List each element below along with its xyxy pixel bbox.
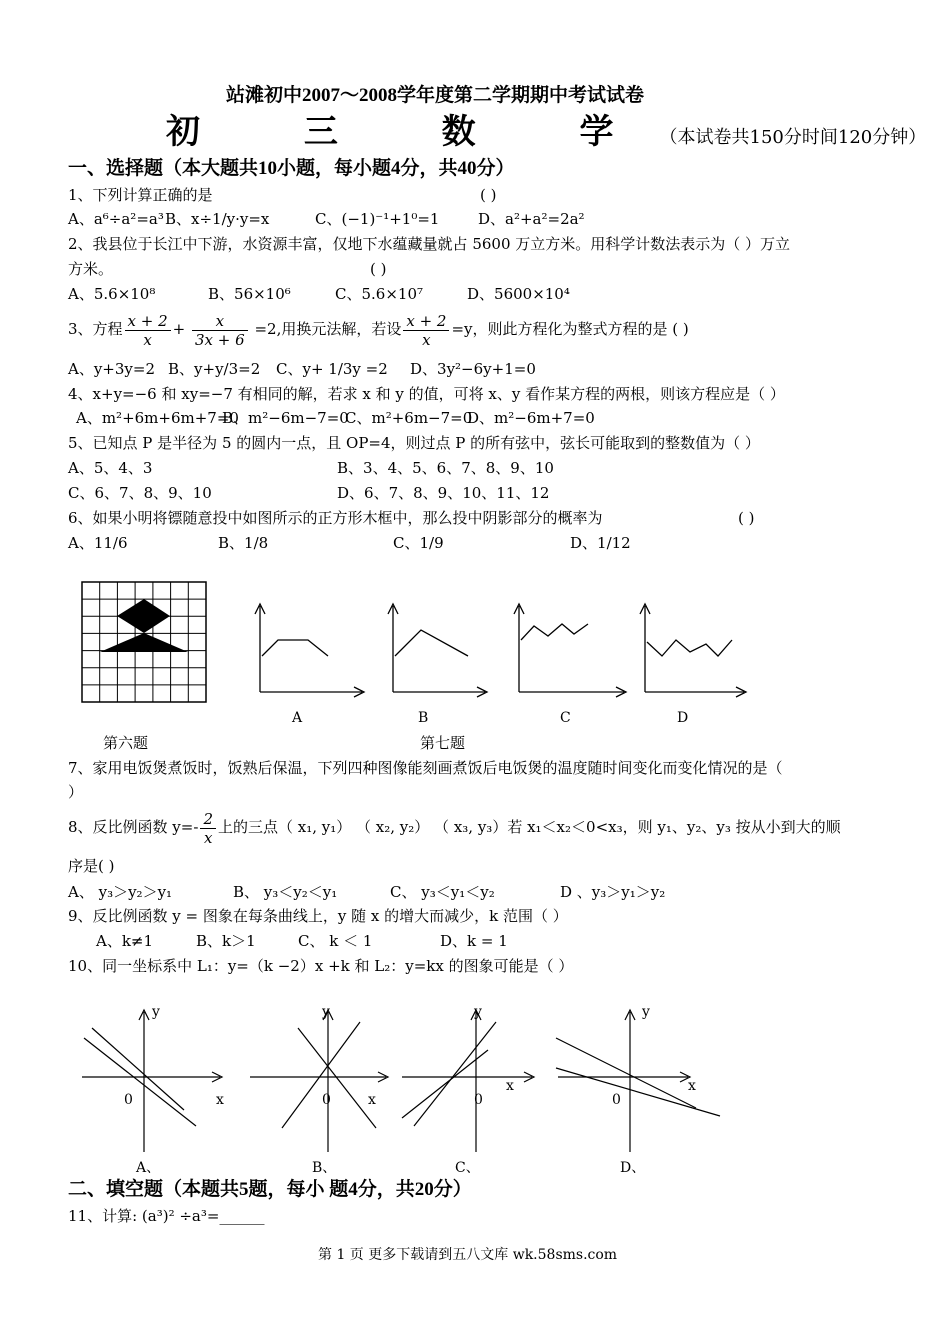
q10-graph-c — [402, 1010, 534, 1152]
q7-caption: 第七题 — [420, 734, 466, 752]
exam-title: 站滩初中2007～2008学年度第二学期期中考试试卷 — [226, 85, 645, 106]
q10-b-y-label: y — [322, 1004, 330, 1020]
q3-fraction-2 — [192, 312, 248, 349]
q1-option-d: D、a²+a²=2a² — [478, 210, 585, 228]
q6-option-c: C、1/9 — [393, 534, 444, 552]
q5-option-d: D、6、7、8、9、10、11、12 — [337, 484, 550, 502]
q2-stem: 2、我县位于长江中下游，水资源丰富，仅地下水蕴藏量就占 5600 万立方米。用科学计数法表示为（ ）万立 — [68, 235, 791, 253]
q8-f-num: 2 — [200, 810, 216, 829]
q3-option-b: B、y+y/3=2 — [168, 360, 261, 378]
q5-option-b: B、3、4、5、6、7、8、9、10 — [337, 459, 554, 477]
q11-stem: 11、计算: (a³)² ÷a³=______ — [68, 1207, 265, 1225]
q2-paren: ( ) — [370, 260, 387, 278]
q10-c-y-label: y — [474, 1004, 482, 1020]
exam-info: （本试卷共150分时间120分钟） — [659, 127, 927, 148]
q1-option-c: C、(−1)⁻¹+1⁰=1 — [315, 210, 440, 228]
q10-d-origin: 0 — [612, 1092, 621, 1108]
q3-fraction-3 — [403, 312, 449, 349]
page-footer: 第 1 页 更多下载请到五八文库 wk.58sms.com — [318, 1247, 618, 1263]
q10-graph-b — [250, 1010, 388, 1152]
q7-graph-b — [388, 604, 487, 697]
section2-heading: 二、填空题（本题共5题，每小 题4分，共20分） — [68, 1179, 472, 1200]
q3-option-c: C、y+ 1/3y =2 — [276, 360, 388, 378]
q3-option-d: D、3y²−6y+1=0 — [410, 360, 536, 378]
q10-graph-a — [82, 1010, 222, 1152]
q10-caption-b: B、 — [312, 1160, 337, 1176]
q8-option-b: B、 y₃＜y₂＜y₁ — [233, 883, 338, 901]
q9-option-d: D、k = 1 — [440, 932, 508, 950]
q10-d-y-label: y — [642, 1004, 650, 1020]
q6-shaded-diamond — [117, 599, 170, 633]
q10-caption-a: A、 — [136, 1160, 161, 1176]
q7-label-a: A — [292, 710, 303, 726]
subject-title: 初 三 数 学 — [166, 112, 660, 152]
q3-f1-num: x + 2 — [125, 312, 171, 331]
q4-option-b: B、m²−6m−7=0 — [222, 409, 349, 427]
q4-stem: 4、x+y=−6 和 xy=−7 有相同的解，若求 x 和 y 的值，可将 x、y 看作某方程的两根，则该方程应是（ ） — [68, 385, 785, 403]
q3-f2-den: 3x + 6 — [195, 330, 245, 349]
q5-option-a: A、5、4、3 — [68, 459, 153, 477]
q6-caption: 第六题 — [103, 734, 149, 752]
q3-post: =y，则此方程化为整式方程的是 ( ) — [451, 320, 689, 338]
q6-paren: ( ) — [738, 509, 755, 527]
q7-graph-a — [255, 604, 364, 697]
q7-graphs-figure — [248, 600, 768, 700]
q8-option-a: A、 y₃＞y₂＞y₁ — [68, 883, 173, 901]
q10-caption-c: C、 — [455, 1160, 480, 1176]
q3-f3-num: x + 2 — [403, 312, 449, 331]
q6-option-d: D、1/12 — [570, 534, 631, 552]
q8-option-c: C、 y₃＜y₁＜y₂ — [390, 883, 495, 901]
q8-f-den: x — [203, 828, 213, 847]
q2-option-a: A、5.6×10⁸ — [68, 285, 156, 303]
q7-graph-c — [514, 604, 626, 697]
q10-stem: 10、同一坐标系中 L₁：y=（k −2）x +k 和 L₂：y=kx 的图象可能是（ ） — [68, 957, 574, 975]
q3-option-a: A、y+3y=2 — [68, 360, 156, 378]
q8-fraction — [200, 810, 216, 847]
q10-d-x-label: x — [688, 1078, 696, 1094]
q9-option-c: C、 k ＜ 1 — [298, 932, 373, 950]
q3-f3-den: x — [422, 330, 431, 349]
q6-stem: 6、如果小明将镖随意投中如图所示的正方形木框中，那么投中阴影部分的概率为 — [68, 509, 603, 527]
q10-b-x-label: x — [368, 1092, 376, 1108]
q8-pre: 8、反比例函数 y=- — [68, 818, 199, 836]
section1-heading: 一、选择题（本大题共10小题，每小题4分，共40分） — [68, 158, 515, 179]
q7-stem-cont: ） — [68, 783, 84, 801]
q4-option-c: C、m²+6m−7=0 — [345, 409, 473, 427]
q6-shaded-triangle — [100, 633, 188, 652]
q6-option-b: B、1/8 — [218, 534, 269, 552]
q3-f1-den: x — [143, 330, 152, 349]
q9-option-a: A、k≠1 — [96, 932, 154, 950]
q6-option-a: A、11/6 — [68, 534, 128, 552]
q10-a-origin: 0 — [124, 1092, 133, 1108]
q7-label-d: D — [677, 710, 689, 726]
q10-a-x-label: x — [216, 1092, 224, 1108]
q7-label-c: C — [560, 710, 571, 726]
q4-option-d: D、m²−6m+7=0 — [467, 409, 595, 427]
q10-b-origin: 0 — [322, 1092, 331, 1108]
q7-graph-d — [640, 604, 746, 697]
q10-caption-d: D、 — [620, 1160, 646, 1176]
q5-stem: 5、已知点 P 是半径为 5 的圆内一点，且 OP=4，则过点 P 的所有弦中，弦长可能取到的整数值为（ ） — [68, 434, 760, 452]
q1-paren: ( ) — [480, 186, 497, 204]
q5-option-c: C、6、7、8、9、10 — [68, 484, 212, 502]
q8-stem-cont: 序是( ) — [68, 857, 115, 875]
q3-mid: =2,用换元法解，若设 — [254, 320, 402, 338]
q1-stem: 1、下列计算正确的是 — [68, 186, 213, 204]
q3-f2-num: x — [192, 312, 248, 331]
q10-graphs-figure — [76, 1000, 726, 1160]
q10-c-x-label: x — [506, 1078, 514, 1094]
q7-label-b: B — [418, 710, 429, 726]
q7-stem: 7、家用电饭煲煮饭时，饭熟后保温，下列四种图像能刻画煮饭后电饭煲的温度随时间变化而变化情况的是（ — [68, 759, 783, 777]
q10-a-y-label: y — [152, 1004, 160, 1020]
q9-option-b: B、k＞1 — [196, 932, 256, 950]
q3-fraction-1 — [125, 312, 171, 349]
subject-line — [166, 110, 926, 160]
q2-option-d: D、5600×10⁴ — [467, 285, 570, 303]
q1-option-a: A、a⁶÷a²=a³ — [68, 210, 164, 228]
q4-option-a: A、m²+6m+6m+7=0 — [76, 409, 239, 427]
q3-stem — [68, 309, 689, 349]
q6-grid-figure — [80, 580, 210, 706]
q2-option-b: B、56×10⁶ — [208, 285, 291, 303]
q8-stem — [68, 806, 841, 848]
q10-c-origin: 0 — [474, 1092, 483, 1108]
q1-option-b: B、x÷1/y·y=x — [165, 210, 270, 228]
q2-stem-cont: 方米。 — [68, 260, 114, 278]
q9-stem: 9、反比例函数 y = 图象在每条曲线上，y 随 x 的增大而减少，k 范围（ ） — [68, 907, 568, 925]
q8-post: 上的三点（ x₁, y₁） （ x₂, y₂） （ x₃, y₃）若 x₁＜x₂＜0<x₃，则 y₁、y₂、y₃ 按从小到大的顺 — [217, 818, 841, 836]
q3-plus: + — [172, 320, 186, 338]
q3-pre: 3、方程 — [68, 320, 123, 338]
q2-option-c: C、5.6×10⁷ — [335, 285, 424, 303]
q8-option-d: D 、y₃＞y₁＞y₂ — [560, 883, 666, 901]
